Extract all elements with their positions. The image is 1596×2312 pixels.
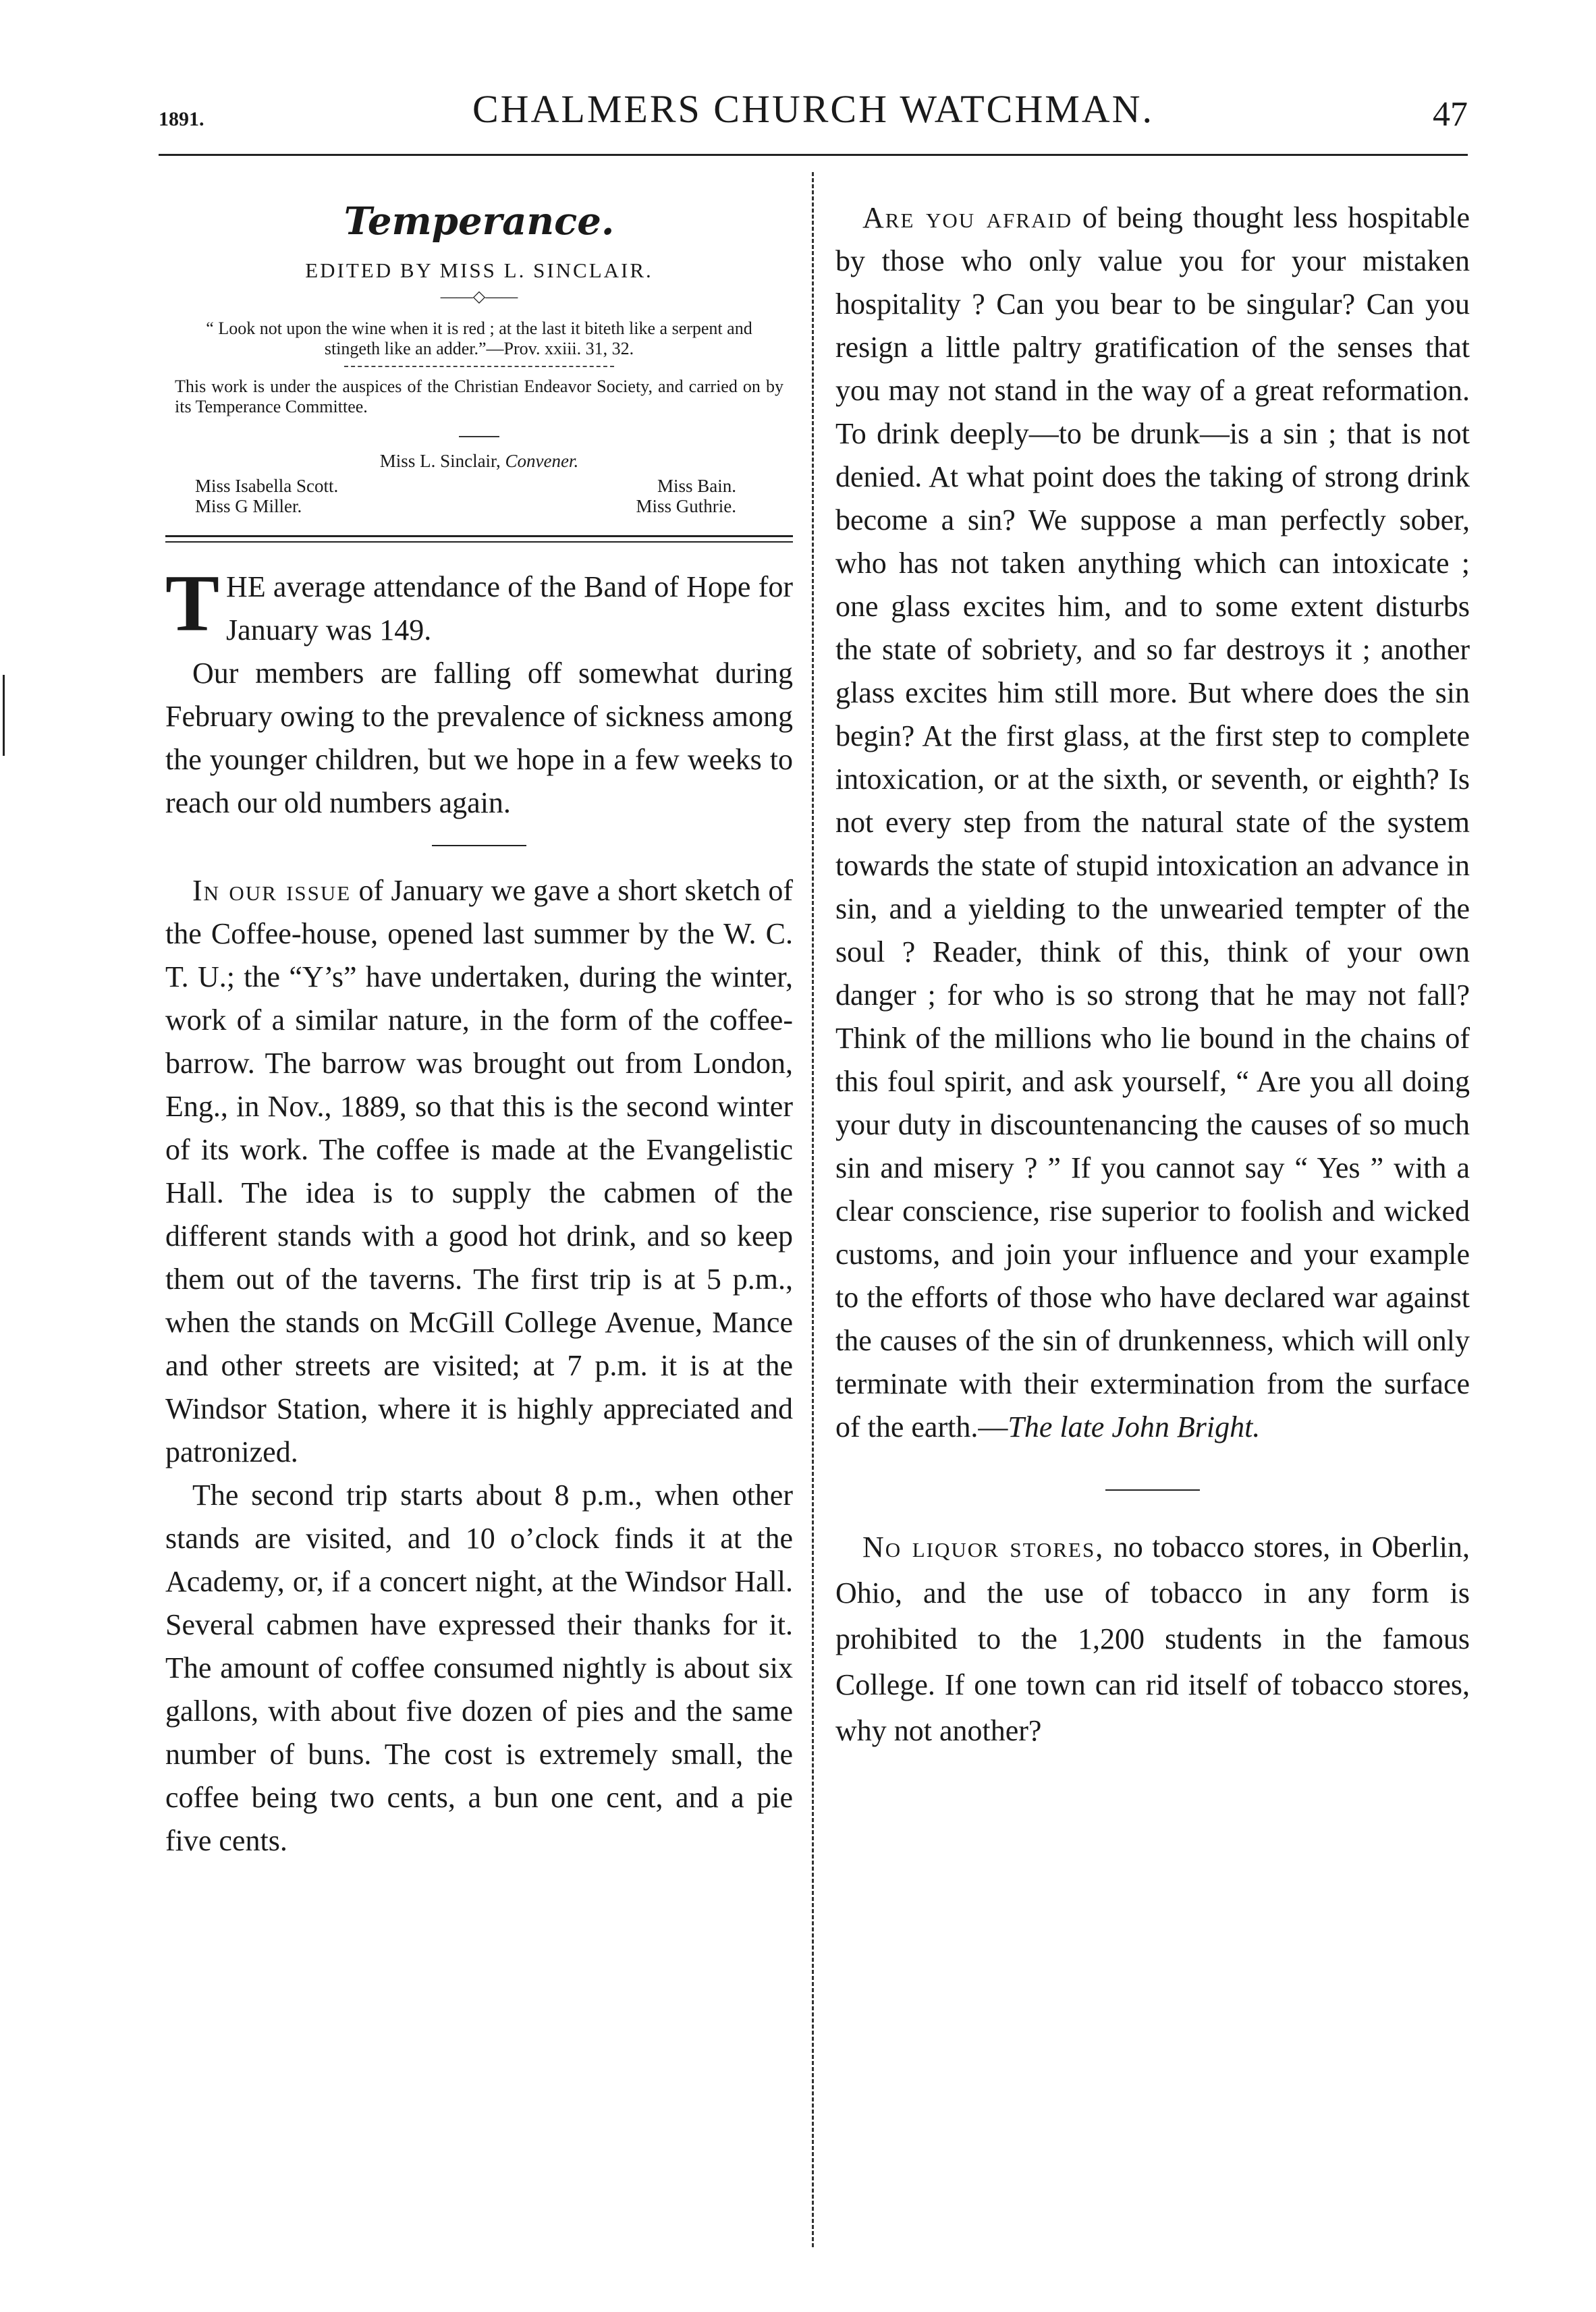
header-title: CHALMERS CHURCH WATCHMAN. xyxy=(472,87,1155,131)
double-rule xyxy=(165,535,793,543)
divider xyxy=(344,366,614,367)
article-separator xyxy=(432,845,526,846)
divider xyxy=(459,436,499,437)
article-afraid xyxy=(835,196,1470,1449)
article-separator xyxy=(1105,1489,1200,1491)
article-text: of January we gave a short sketch of the Coffee-house, opened last summer by the W. C. T. U.; the “Y’s” have undertaken, during the winter, work of a similar nature, in the form of the coffee-barrow. The barrow was brought out from London, Eng., in Nov., 1889, so that this is the second winter of its work. The coffee is made at the Evangelistic Hall. The idea is to supply the cabmen of the different stands with a good hot drink, and so keep them out of the taverns. The first trip is at 5 p.m., when the stands on McGill College Avenue, Mance and other streets are visited; at 7 p.m. it is at the Windsor Station, where it is highly appreciated and patronized. xyxy=(165,874,794,1468)
article-lead: In our issue xyxy=(192,874,352,907)
convener-line xyxy=(165,451,793,472)
member-name: Miss Isabella Scott. xyxy=(195,476,339,496)
article-text: no tobacco stores, in Oberlin, Ohio, and the use of tobacco in any form is prohibited to the 1,200 students in the famous College. If one town can rid itself of tobacco stores, why not another? xyxy=(835,1531,1470,1747)
page-number: 47 xyxy=(1433,95,1468,134)
left-column xyxy=(165,172,793,1863)
header-year: 1891. xyxy=(159,108,204,130)
article-oberlin xyxy=(835,1524,1470,1754)
member-name: Miss G Miller. xyxy=(195,496,302,516)
member-name: Miss Guthrie. xyxy=(636,496,736,516)
section-title: Temperance. xyxy=(343,199,615,244)
column-divider xyxy=(812,172,814,2247)
article-text: HE average attendance of the Band of Hope for January was 149. xyxy=(226,570,793,646)
convener-name: Miss L. Sinclair, xyxy=(379,451,501,471)
page-header xyxy=(159,81,1468,142)
article-lead: No liquor stores, xyxy=(862,1531,1105,1564)
article-band-of-hope xyxy=(165,558,793,825)
header-rule xyxy=(159,154,1468,156)
right-column xyxy=(835,172,1470,1754)
ornament-divider: ——◇—— xyxy=(440,288,518,306)
convener-role: Convener. xyxy=(505,451,579,471)
article-text: of being thought less hospitable by those who only value you for your mistaken hospitality ? Can you bear to be singular? Can you resign a little paltry gratification of the senses that you may not stand in the way of a great reformation. To drink deeply—to be drunk—is a sin ; that is not denied. At what point does the taking of strong drink become a sin? We suppose a man perfectly sober, who has not taken anything which can intoxicate ; one glass excites him, and to some extent disturbs the state of sobriety, and so far destroys it ; another glass excites him still more. But where does the sin begin? At the first glass, at the first step to complete intoxication, or at the sixth, or seventh, or eighth? Is not every step from the natural state of the system towards the state of stupid intoxication an advance in sin, and a yielding to the unwearied tempter of the soul ? Reader, think of this, think of your own danger ; for who is so strong that he may not fall? Think of the millions who lie bound in the chains of this foul spirit, and ask yourself, “ Are you all doing your duty in discountenancing the causes of so much sin and misery ? ” If you cannot say “ Yes ” with a clear conscience, rise superior to foolish and wicked customs, and join your influence and your example to the efforts of those who have declared war against the causes of the sin of drunkenness, which will only terminate with their extermination from the surface of the earth.— xyxy=(835,201,1470,1443)
article-lead: Are you afraid xyxy=(862,201,1073,234)
drop-cap: T xyxy=(165,558,220,648)
margin-mark xyxy=(3,675,5,756)
auspices-note: This work is under the auspices of the Christian Endeavor Society, and carried on by its Temperance Committee. xyxy=(175,377,783,416)
quote-source: The late John Bright. xyxy=(1008,1410,1261,1443)
article-coffee-barrow xyxy=(165,869,793,1863)
committee-members xyxy=(195,476,763,516)
article-text: The second trip starts about 8 p.m., when other stands are visited, and 10 o’clock finds it at the Academy, or, if a concert night, at the Windsor Hall. Several cabmen have expressed their thanks for it. The amount of coffee consumed nightly is about six gallons, with about five dozen of pies and the same number of buns. The cost is extremely small, the coffee being two cents, a bun one cent, and a pie five cents. xyxy=(165,1479,793,1857)
member-name: Miss Bain. xyxy=(657,476,736,496)
epigraph: “ Look not upon the wine when it is red ; at the last it biteth like a serpent and stingeth like an adder.”—Prov. xxiii. 31, 32. xyxy=(206,319,752,358)
article-text: Our members are falling off somewhat during February owing to the prevalence of sickness among the younger children, but we hope in a few weeks to reach our old numbers again. xyxy=(165,657,793,819)
editor-line: EDITED BY MISS L. SINCLAIR. xyxy=(305,258,653,282)
